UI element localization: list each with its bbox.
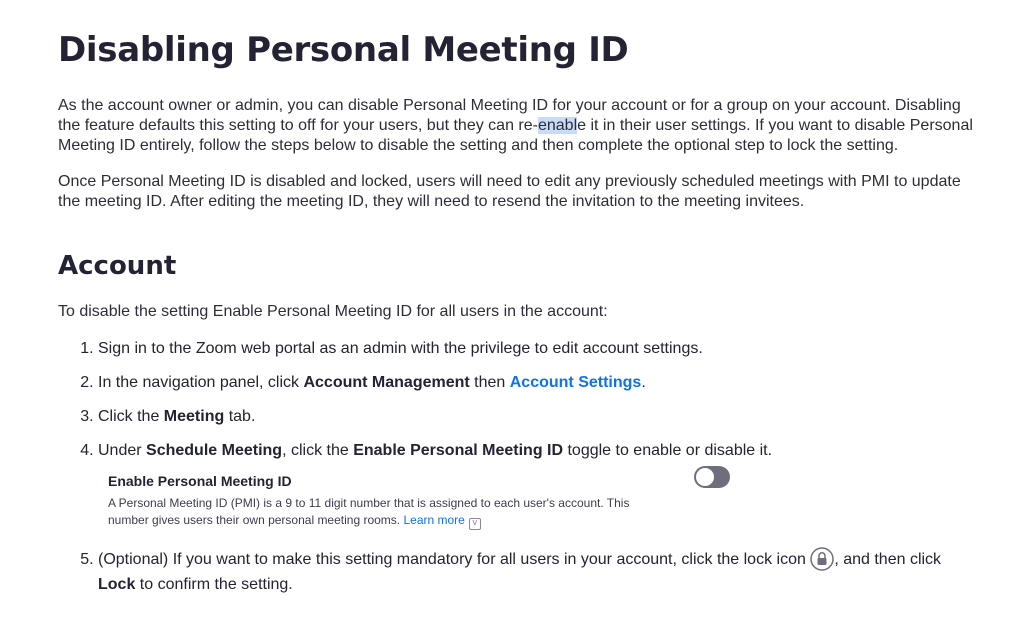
learn-more-link[interactable]: Learn more — [403, 513, 465, 527]
account-management-label: Account Management — [303, 374, 470, 391]
section-lead: To disable the setting Enable Personal Meeting ID for all users in the account: — [58, 303, 608, 320]
verified-badge-icon: V — [469, 518, 481, 530]
step-4-text: Under — [98, 442, 147, 459]
step-4 — [98, 438, 978, 533]
step-2-period: . — [641, 374, 646, 391]
step-5 — [98, 547, 978, 597]
step-4-text-mid: , click the — [282, 442, 354, 459]
step-1 — [98, 336, 978, 361]
step-2 — [98, 370, 978, 395]
enable-pmi-toggle[interactable] — [694, 466, 730, 488]
account-settings-link[interactable]: Account Settings — [509, 374, 642, 391]
setting-description — [108, 495, 668, 530]
intro-paragraph-2: Once Personal Meeting ID is disabled and locked, users will need to edit any previously scheduled meetings with PMI to update the meeting ID. After editing the meeting ID, they will need to resend the invitation to the meeting invitees. — [58, 173, 961, 210]
section-heading-account: Account — [58, 251, 177, 281]
enable-pmi-label: Enable Personal Meeting ID — [353, 442, 564, 459]
page-title: Disabling Personal Meeting ID — [58, 30, 629, 70]
selected-text: enabl — [537, 117, 578, 134]
intro-paragraph-1 — [58, 96, 978, 156]
setting-description-text: A Personal Meeting ID (PMI) is a 9 to 11 digit number that is assigned to each user's account. This number gives users their own personal meeting rooms. — [108, 496, 630, 527]
step-1-text: Sign in to the Zoom web portal as an admin with the privilege to edit account settings. — [98, 340, 703, 357]
lock-label: Lock — [98, 576, 136, 593]
step-2-text-then: then — [469, 374, 510, 391]
setting-title: Enable Personal Meeting ID — [108, 473, 292, 489]
step-5-text-mid: , and then click — [834, 551, 942, 568]
step-3-text: Click the — [98, 408, 164, 425]
toggle-knob — [696, 468, 714, 486]
step-4-text-end: toggle to enable or disable it. — [563, 442, 773, 459]
intro-text-continued: e it in their user settings. If you want to disable Personal Meeting ID entirely, follow the steps below to disable the setting and then complete the optional step to lock the setting. — [58, 117, 973, 154]
step-5-text: (Optional) If you want to make this setting mandatory for all users in your account, click the lock icon — [98, 551, 811, 568]
step-3-text-end: tab. — [224, 408, 256, 425]
setting-card-enable-pmi — [108, 469, 730, 533]
schedule-meeting-label: Schedule Meeting — [146, 442, 283, 459]
step-3 — [98, 404, 978, 429]
step-2-text: In the navigation panel, click — [98, 374, 304, 391]
meeting-tab-label: Meeting — [163, 408, 225, 425]
intro-text: As the account owner or admin, you can disable Personal Meeting ID for your account or for a group on your account. Disabling the feature defaults this setting to off for your users, but they can re- — [58, 97, 961, 134]
steps-list — [58, 336, 978, 597]
lock-icon — [810, 547, 834, 571]
step-5-text-end: to confirm the setting. — [135, 576, 293, 593]
